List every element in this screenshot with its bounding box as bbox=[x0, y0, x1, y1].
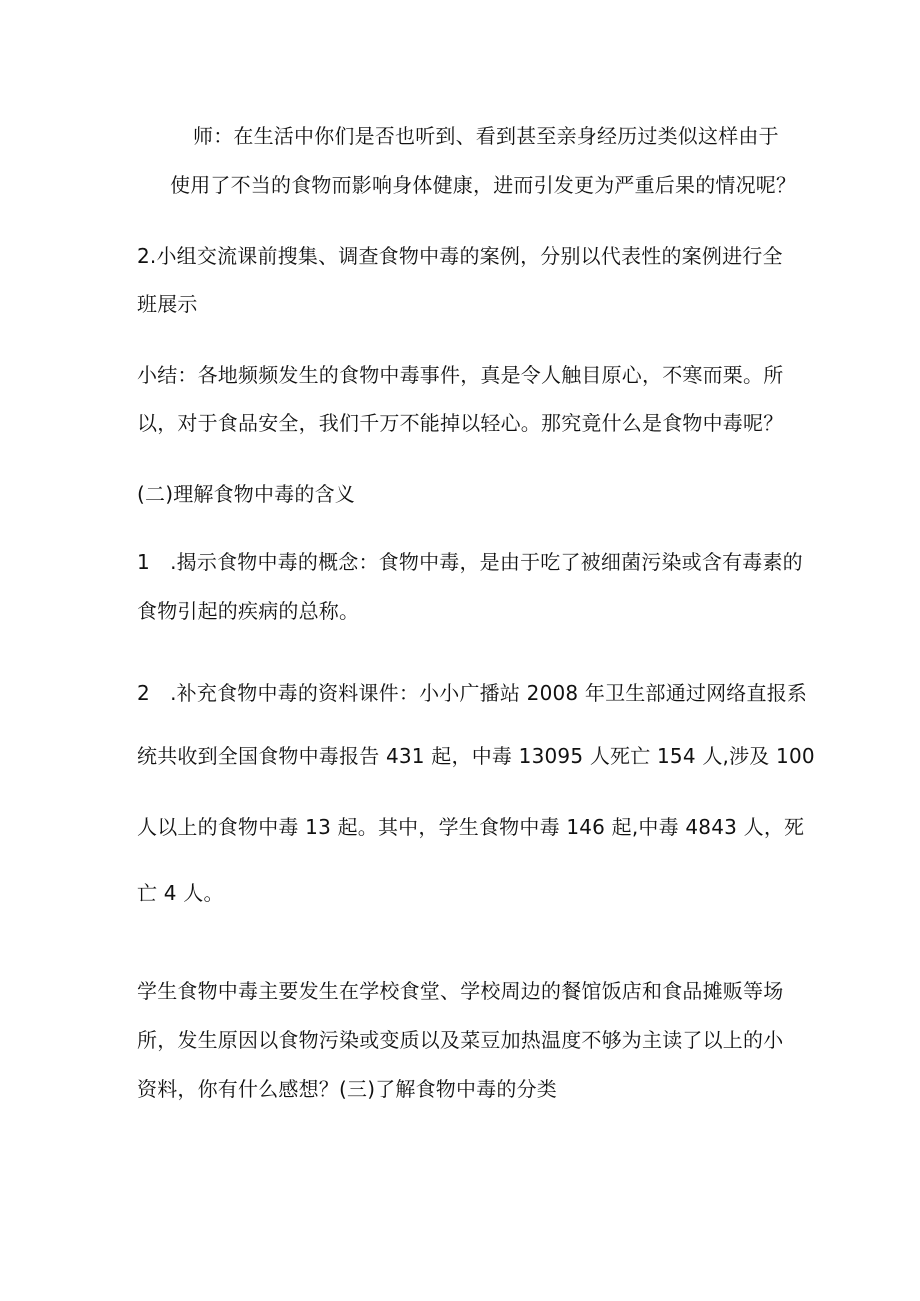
line-teacher-question-1: 师：在生活中你们是否也听到、看到甚至亲身经历过类似这样由于 bbox=[193, 124, 779, 148]
line-concept-2: 食物引起的疾病的总称。 bbox=[137, 599, 360, 623]
line-student-poisoning-3: 资料，你有什么感想？(三)了解食物中毒的分类 bbox=[137, 1077, 558, 1101]
line-concept-1: 1 .揭示食物中毒的概念：食物中毒，是由于吃了被细菌污染或含有毒素的 bbox=[137, 550, 803, 574]
line-student-poisoning-2: 所，发生原因以食物污染或变质以及菜豆加热温度不够为主读了以上的小 bbox=[137, 1028, 784, 1052]
line-group-exchange-2: 班展示 bbox=[137, 292, 198, 316]
section-heading-understand-meaning: (二)理解食物中毒的含义 bbox=[137, 482, 356, 506]
line-teacher-question-2: 使用了不当的食物而影响身体健康，进而引发更为严重后果的情况呢？ bbox=[170, 173, 797, 197]
line-data-4: 亡 4 人。 bbox=[137, 881, 224, 905]
line-data-3: 人以上的食物中毒 13 起。其中，学生食物中毒 146 起,中毒 4843 人，死 bbox=[137, 815, 805, 839]
line-group-exchange-1: 2.小组交流课前搜集、调查食物中毒的案例，分别以代表性的案例进行全 bbox=[137, 244, 783, 268]
line-data-1: 2 .补充食物中毒的资料课件：小小广播站 2008 年卫生部通过网络直报系 bbox=[137, 681, 808, 705]
line-data-2: 统共收到全国食物中毒报告 431 起，中毒 13095 人死亡 154 人,涉及 100 bbox=[137, 744, 815, 768]
line-student-poisoning-1: 学生食物中毒主要发生在学校食堂、学校周边的餐馆饭店和食品摊贩等场 bbox=[137, 979, 784, 1003]
line-summary-2: 以，对于食品安全，我们千万不能掉以轻心。那究竟什么是食物中毒呢？ bbox=[137, 411, 784, 435]
line-summary-1: 小结：各地频频发生的食物中毒事件，真是令人触目原心，不寒而栗。所 bbox=[137, 363, 784, 387]
